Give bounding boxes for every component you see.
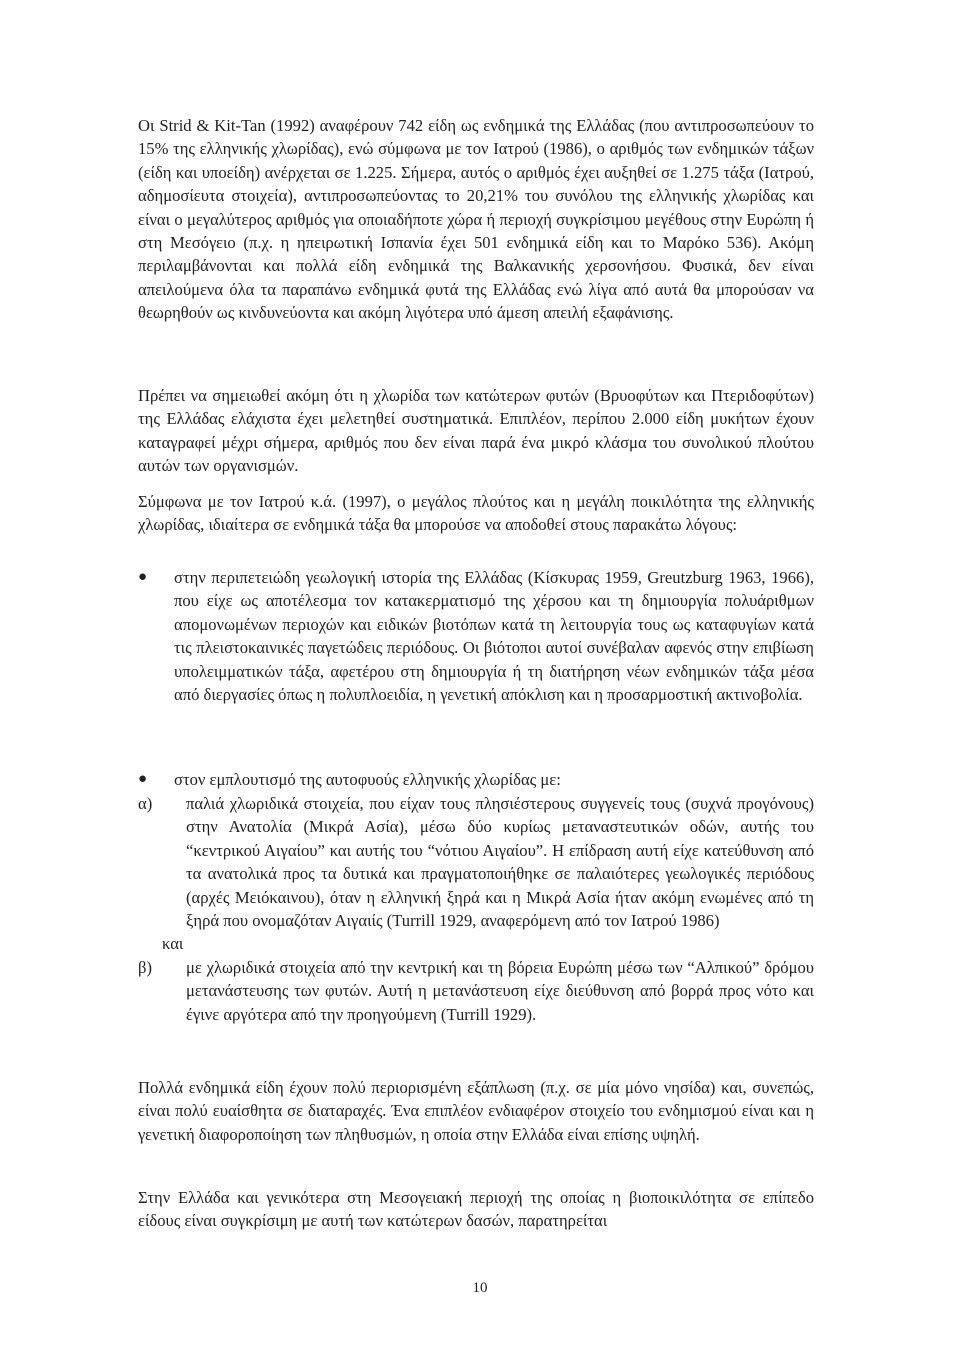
body-text bbox=[138, 384, 814, 478]
bullet-icon: ● bbox=[138, 771, 148, 787]
bullet-text: στην περιπετειώδη γεωλογική ιστορία της Ελλάδας (Κίσκυρας 1959, Greutzburg 1963, 1966), που είχε ως αποτέλεσμα τον κατακερματισμό της χέρσου και τη δημιουργία πολυάριθμων απομονωμένων περιοχών και ειδικών βιοτόπων κατά τη λειτουργία τους ως καταφυγίων κατά τις πλειστοκαινικές παγετώδεις περιόδους. Οι βιότοποι αυτοί συνέβαλαν αφενός στην επιβίωση υπολειμματικών τάξα, αφετέρου στη δημιουργία ή τη διατήρηση νέων ενδημικών τάξα μέσα από διεργασίες όπως η πολυπλοειδία, η γενετική απόκλιση και η προσαρμοστική ακτινοβολία. bbox=[174, 568, 814, 705]
sub-item-b bbox=[138, 956, 814, 1026]
bullet-item-geology bbox=[138, 566, 814, 706]
body-text bbox=[138, 1076, 814, 1146]
body-text bbox=[138, 114, 814, 325]
sub-item-label: β) bbox=[138, 957, 152, 977]
bullet-list bbox=[138, 566, 814, 706]
sub-item-text: παλιά χλωριδικά στοιχεία, που είχαν τους πλησιέστερους συγγενείς τους (συχνά προγόνους) στην Ανατολία (Μικρά Ασία), μέσω δύο κυρίως μεταναστευτικών οδών, αυτής του “κεντρικού Αιγαίου” και αυτής του “νότιου Αιγαίου”. Η επίδραση αυτή είχε κατεύθυνση από τα ανατολικά προς τα δυτικά και πραγματοποιήθηκε σε παλαιότερες γεωλογικές περιόδους (αρχές Μειόκαινου), όταν η ελληνική ξηρά και η Μικρά Ασία ήταν ακόμη ενωμένες από τη ξηρά που ονομαζόταν Αιγαιίς (Turrill 1929, αναφερόμενη από τον Ιατρού 1986) bbox=[186, 794, 814, 931]
paragraph-restricted-distribution: Πολλά ενδημικά είδη έχουν πολύ περιορισμένη εξάπλωση (π.χ. σε μία μόνο νησίδα) και, συνεπώς, είναι πολύ ευαίσθητα σε διαταραχές. Ένα επιπλέον ενδιαφέρον στοιχείο του ενδημισμού είναι και η γενετική διαφοροποίηση των πληθυσμών, η οποία στην Ελλάδα είναι επίσης υψηλή. bbox=[138, 1078, 814, 1144]
sub-item-text: με χλωριδικά στοιχεία από την κεντρική και τη βόρεια Ευρώπη μέσω των “Αλπικού” δρόμου μετανάστευσης των φυτών. Αυτή η μετανάστευση είχε διεύθυνση από βορρά προς νότο και έγινε αργότερα από την προηγούμενη (Turrill 1929). bbox=[186, 957, 814, 1024]
sub-item-label: α) bbox=[138, 794, 153, 813]
sub-item-a bbox=[138, 792, 814, 932]
paragraph-mediterranean: Στην Ελλάδα και γενικότερα στη Μεσογειακή περιοχή της οποίας η βιοποικιλότητα σε επίπεδο είδους είναι συγκρίσιμη με αυτή των κατώτερων δασών, παρατηρείται bbox=[138, 1188, 814, 1231]
bullet-text: στον εμπλουτισμό της αυτοφυούς ελληνικής χλωρίδας με: bbox=[174, 770, 561, 789]
conjunction-text: και bbox=[162, 934, 184, 954]
paragraph-reasons-intro: Σύμφωνα με τον Ιατρού κ.ά. (1997), ο μεγάλος πλούτος και η μεγάλη ποικιλότητα της ελληνικής χλωρίδας, ιδιαίτερα σε ενδημικά τάξα θα μπορούσε να αποδοθεί στους παρακάτω λόγους: bbox=[138, 492, 814, 535]
body-text bbox=[138, 490, 814, 537]
paragraph-lower-plants: Πρέπει να σημειωθεί ακόμη ότι η χλωρίδα των κατώτερων φυτών (Βρυοφύτων και Πτεριδοφύτων) της Ελλάδας ελάχιστα έχει μελετηθεί συστηματικά. Επιπλέον, περίπου 2.000 είδη μυκήτων έχουν καταγραφεί μέχρι σήμερα, αριθμός που δεν είναι παρά ένα μικρό κλάσμα του συνολικού πλούτου αυτών των οργανισμών. bbox=[138, 386, 814, 476]
page-number: 10 bbox=[472, 1280, 488, 1296]
body-text bbox=[138, 1186, 814, 1233]
bullet-item-enrichment bbox=[138, 768, 814, 791]
paragraph-endemic-counts: Οι Strid & Kit-Tan (1992) αναφέρουν 742 είδη ως ενδημικά της Ελλάδας (που αντιπροσωπεύουν το 15% της ελληνικής χλωρίδας), ενώ σύμφωνα με τον Ιατρού (1986), ο αριθμός των ενδημικών τάξων (είδη και υποείδη) ανέρχεται σε 1.225. Σήμερα, αυτός ο αριθμός έχει αυξηθεί σε 1.275 τάξα (Ιατρού, αδημοσίευτα στοιχεία), αντιπροσωπεύοντας το 20,21% του συνόλου της ελληνικής χλωρίδας και είναι ο μεγαλύτερος αριθμός για οποιαδήποτε χώρα ή περιοχή συγκρίσιμου μεγέθους στην Ευρώπη ή στη Μεσόγειο (π.χ. η ηπειρωτική Ισπανία έχει 501 ενδημικά είδη και το Μαρόκο 536). Ακόμη περιλαμβάνονται και πολλά είδη ενδημικά της Βαλκανικής χερσονήσου. Φυσικά, δεν είναι απειλούμενα όλα τα παραπάνω ενδημικά φυτά της Ελλάδας ενώ λίγα από αυτά θα μπορούσαν να θεωρηθούν ως κινδυνεύοντα και ακόμη λιγότερα υπό άμεση απειλή εξαφάνισης. bbox=[138, 116, 814, 323]
bullet-list bbox=[138, 768, 814, 791]
bullet-icon: ● bbox=[138, 569, 148, 585]
sub-list bbox=[138, 792, 814, 1026]
